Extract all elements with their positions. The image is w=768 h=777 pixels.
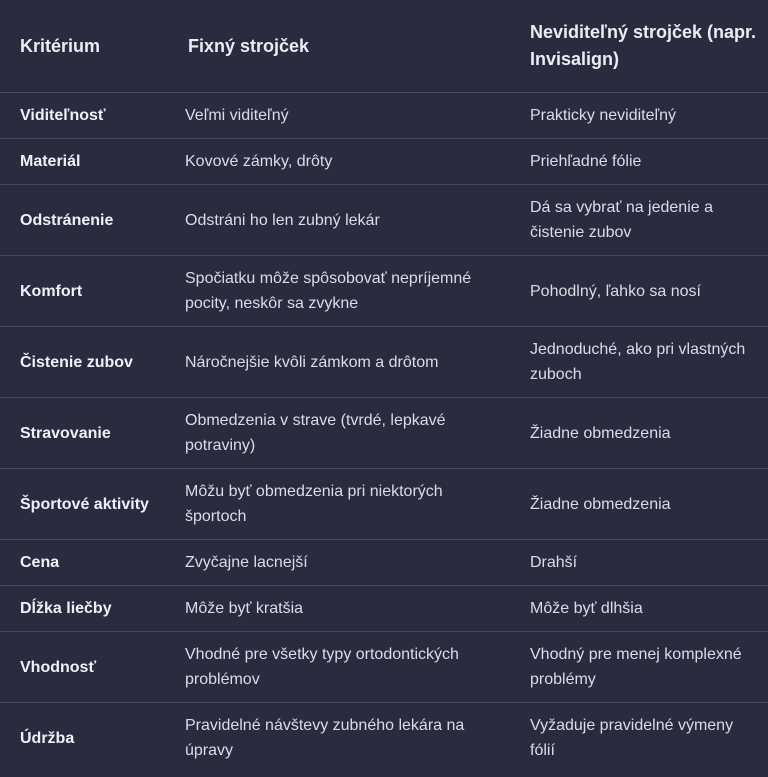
table-row (0, 139, 768, 185)
table-row (0, 469, 768, 540)
row-fixed-value: Obmedzenia v strave (tvrdé, lepkavé potraviny) (168, 398, 513, 469)
row-invisible-value: Vyžaduje pravidelné výmeny fólií (530, 717, 734, 759)
table-row (0, 185, 768, 256)
table-row (0, 540, 768, 586)
row-fixed-value: Pravidelné návštevy zubného lekára na úpravy (185, 717, 465, 759)
row-fixed-value: Spočiatku môže spôsobovať nepríjemné pocity, neskôr sa zvykne (168, 256, 513, 327)
row-fixed-value: Zvyčajne lacnejší (168, 540, 513, 586)
row-invisible-value: Drahší (513, 540, 768, 586)
table-row (0, 632, 768, 703)
row-invisible-value: Priehľadné fólie (513, 139, 768, 185)
row-criterion: Vhodnosť (0, 632, 168, 703)
table-row (0, 327, 768, 398)
row-criterion: Športové aktivity (0, 469, 168, 540)
row-invisible-value: Prakticky neviditeľný (513, 93, 768, 139)
table-row (0, 93, 768, 139)
header-invisible-braces: Neviditeľný strojček (napr. Invisalign) (513, 0, 768, 93)
row-criterion: Viditeľnosť (0, 93, 168, 139)
row-criterion: Údržba (20, 729, 75, 747)
table-row (0, 703, 768, 774)
row-fixed-value: Kovové zámky, drôty (168, 139, 513, 185)
row-criterion: Materiál (0, 139, 168, 185)
table-row (0, 586, 768, 632)
row-criterion: Čistenie zubov (0, 327, 168, 398)
row-invisible-value: Môže byť dlhšia (513, 586, 768, 632)
row-invisible-value: Žiadne obmedzenia (513, 398, 768, 469)
row-invisible-value: Vhodný pre menej komplexné problémy (513, 632, 768, 703)
row-criterion: Komfort (0, 256, 168, 327)
row-criterion: Dĺžka liečby (0, 586, 168, 632)
row-fixed-value: Môže byť kratšia (168, 586, 513, 632)
row-criterion: Odstránenie (0, 185, 168, 256)
row-criterion: Stravovanie (0, 398, 168, 469)
row-fixed-value: Veľmi viditeľný (168, 93, 513, 139)
row-fixed-value: Vhodné pre všetky typy ortodontických problémov (168, 632, 513, 703)
row-invisible-value: Dá sa vybrať na jedenie a čistenie zubov (513, 185, 768, 256)
row-criterion: Cena (0, 540, 168, 586)
row-invisible-value: Jednoduché, ako pri vlastných zuboch (513, 327, 768, 398)
table-header-row (0, 0, 768, 93)
table-row (0, 256, 768, 327)
row-fixed-value: Náročnejšie kvôli zámkom a drôtom (168, 327, 513, 398)
header-criterion: Kritérium (0, 0, 168, 93)
row-fixed-value: Odstráni ho len zubný lekár (168, 185, 513, 256)
row-fixed-value: Môžu byť obmedzenia pri niektorých športoch (168, 469, 513, 540)
row-invisible-value: Žiadne obmedzenia (513, 469, 768, 540)
table-row (0, 398, 768, 469)
header-fixed-braces: Fixný strojček (168, 0, 513, 93)
row-invisible-value: Pohodlný, ľahko sa nosí (513, 256, 768, 327)
